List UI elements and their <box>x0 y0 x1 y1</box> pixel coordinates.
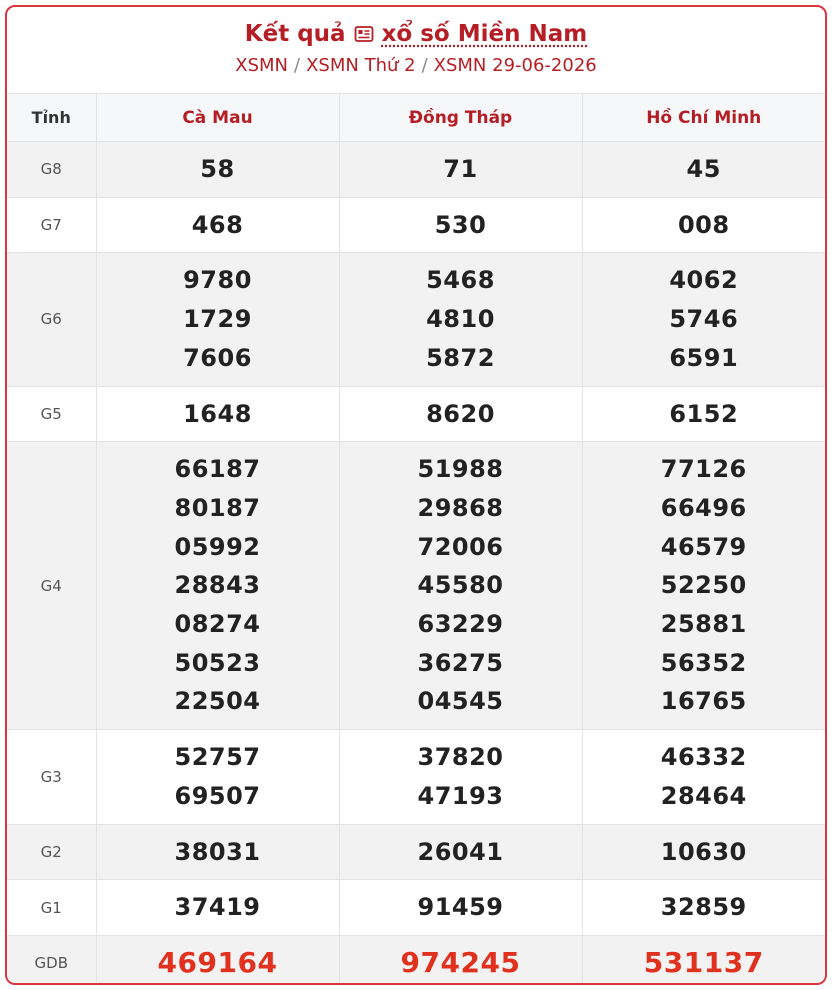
result-number: 63229 <box>417 610 504 639</box>
province-label-header: Tỉnh <box>7 94 96 142</box>
breadcrumb-separator: / <box>294 55 301 76</box>
result-number: 6591 <box>669 343 739 372</box>
result-number: 66187 <box>174 455 261 484</box>
breadcrumb-item-weekday[interactable]: XSMN Thứ 2 <box>306 55 416 76</box>
result-cell <box>339 253 582 386</box>
result-number: 5468 <box>426 266 495 295</box>
prize-label: G1 <box>7 880 96 936</box>
result-number: 46332 <box>660 743 747 772</box>
breadcrumb-separator: / <box>421 55 428 76</box>
result-number: 008 <box>677 210 730 239</box>
province-header[interactable]: Đồng Tháp <box>339 94 582 142</box>
result-number: 26041 <box>417 837 504 866</box>
results-table <box>7 94 825 985</box>
result-number: 531137 <box>643 946 764 980</box>
result-number: 36275 <box>417 648 504 677</box>
result-cell <box>582 253 825 386</box>
result-number: 28464 <box>660 781 747 810</box>
result-number: 6152 <box>669 399 739 428</box>
result-number: 37419 <box>174 893 261 922</box>
result-cell <box>96 386 339 442</box>
table-row <box>7 880 825 936</box>
result-number: 77126 <box>660 455 747 484</box>
result-cell <box>582 824 825 880</box>
results-body <box>7 142 825 986</box>
result-number: 46579 <box>660 532 747 561</box>
result-cell <box>582 142 825 198</box>
result-cell <box>96 197 339 253</box>
prize-label: G5 <box>7 386 96 442</box>
result-number: 29868 <box>417 493 504 522</box>
result-number: 05992 <box>174 532 261 561</box>
table-row <box>7 824 825 880</box>
result-number: 45 <box>686 155 721 183</box>
result-cell <box>339 730 582 824</box>
result-cell <box>339 142 582 198</box>
result-cell <box>582 880 825 936</box>
result-number: 45580 <box>417 571 504 600</box>
result-cell <box>582 386 825 442</box>
result-number: 9780 <box>183 266 252 295</box>
result-cell <box>96 142 339 198</box>
results-header <box>7 7 825 94</box>
result-cell <box>339 824 582 880</box>
table-row <box>7 142 825 198</box>
result-number: 69507 <box>174 781 261 810</box>
result-number: 51988 <box>417 455 504 484</box>
result-number: 47193 <box>417 781 504 810</box>
prize-label: G7 <box>7 197 96 253</box>
title-link[interactable]: xổ số Miền Nam <box>381 21 588 47</box>
prize-label: G3 <box>7 730 96 824</box>
result-number: 52757 <box>174 743 261 772</box>
result-cell <box>339 197 582 253</box>
result-cell <box>96 935 339 985</box>
breadcrumb <box>7 55 825 76</box>
result-number: 52250 <box>660 571 747 600</box>
result-cell <box>339 880 582 936</box>
result-number: 5746 <box>669 305 739 334</box>
result-number: 5872 <box>426 343 495 372</box>
result-number: 91459 <box>417 893 504 922</box>
result-cell <box>339 386 582 442</box>
result-number: 56352 <box>660 648 747 677</box>
result-number: 72006 <box>417 532 504 561</box>
result-number: 16765 <box>660 687 747 716</box>
table-row <box>7 730 825 824</box>
result-cell <box>339 935 582 985</box>
prize-label: G6 <box>7 253 96 386</box>
result-number: 71 <box>443 155 478 183</box>
result-number: 530 <box>434 210 487 239</box>
result-number: 58 <box>200 155 235 183</box>
result-number: 08274 <box>174 610 261 639</box>
page-title <box>7 7 825 47</box>
result-number: 22504 <box>174 687 261 716</box>
result-number: 7606 <box>183 343 252 372</box>
result-number: 28843 <box>174 571 261 600</box>
prize-label: G4 <box>7 442 96 730</box>
result-cell <box>96 253 339 386</box>
result-cell <box>582 730 825 824</box>
breadcrumb-item-date[interactable]: XSMN 29-06-2026 <box>433 55 597 76</box>
result-cell <box>582 935 825 985</box>
result-cell <box>96 824 339 880</box>
result-number: 1729 <box>183 305 252 334</box>
result-cell <box>96 730 339 824</box>
result-number: 8620 <box>426 399 495 428</box>
result-cell <box>582 197 825 253</box>
result-number: 4062 <box>669 266 739 295</box>
province-header[interactable]: Cà Mau <box>96 94 339 142</box>
result-number: 80187 <box>174 493 261 522</box>
newspaper-icon <box>354 24 374 44</box>
result-number: 10630 <box>660 837 747 866</box>
result-cell <box>96 442 339 730</box>
result-number: 50523 <box>174 648 261 677</box>
result-number: 37820 <box>417 743 504 772</box>
result-cell <box>96 880 339 936</box>
result-number: 25881 <box>660 610 747 639</box>
table-row <box>7 935 825 985</box>
table-row <box>7 197 825 253</box>
result-number: 66496 <box>660 493 747 522</box>
result-number: 04545 <box>417 687 504 716</box>
result-number: 4810 <box>426 305 495 334</box>
result-number: 32859 <box>660 893 747 922</box>
prize-label: G8 <box>7 142 96 198</box>
title-prefix: Kết quả <box>244 21 346 47</box>
result-number: 469164 <box>157 946 278 980</box>
results-card <box>5 5 827 985</box>
prize-label: GDB <box>7 935 96 985</box>
result-number: 468 <box>191 210 244 239</box>
result-number: 38031 <box>174 837 261 866</box>
table-row <box>7 386 825 442</box>
result-cell <box>339 442 582 730</box>
table-row <box>7 253 825 386</box>
breadcrumb-item-xsmn[interactable]: XSMN <box>235 55 289 76</box>
result-number: 1648 <box>183 399 252 428</box>
table-row <box>7 442 825 730</box>
table-header-row <box>7 94 825 142</box>
result-number: 974245 <box>400 946 521 980</box>
prize-label: G2 <box>7 824 96 880</box>
result-cell <box>582 442 825 730</box>
province-header[interactable]: Hồ Chí Minh <box>582 94 825 142</box>
